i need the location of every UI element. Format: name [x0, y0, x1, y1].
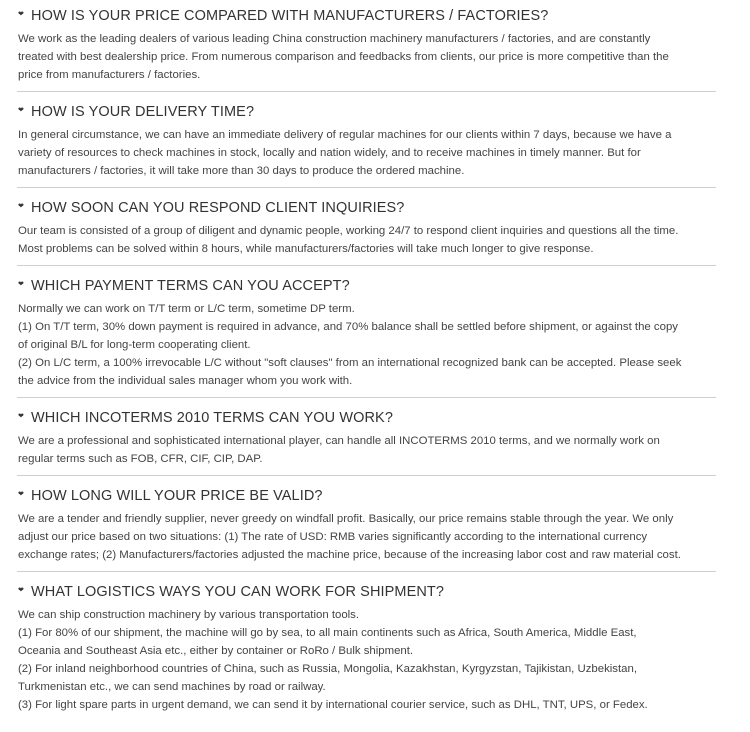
answer-line: We can ship construction machinery by various transportation tools. — [18, 609, 360, 621]
faq-question — [18, 486, 323, 506]
answer-line: of original B/L for long-term cooperating client. — [18, 339, 251, 351]
faq-question — [18, 198, 404, 218]
answer-line: (1) For 80% of our shipment, the machine will go by sea, to all main continents such as Africa, South America, Middle East, — [18, 627, 637, 639]
answer-line: variety of resources to check machines in stock, locally and nation widely, and to receive machines in timely manner. But for — [18, 147, 641, 159]
heart-bullet-icon: ❤ — [18, 413, 24, 420]
answer-line: We are a professional and sophisticated international player, can handle all INCOTERMS 2010 terms, and we normally work on — [18, 435, 660, 447]
answer-line: price from manufacturers / factories. — [18, 69, 201, 81]
faq-question-text: WHICH PAYMENT TERMS CAN YOU ACCEPT? — [31, 278, 350, 294]
faq-answer — [18, 300, 733, 390]
divider — [17, 397, 716, 398]
answer-line: regular terms such as FOB, CFR, CIF, CIP, DAP. — [18, 453, 263, 465]
faq-question-text: HOW IS YOUR PRICE COMPARED WITH MANUFACTURERS / FACTORIES? — [31, 8, 549, 24]
faq-question — [18, 276, 350, 296]
heart-bullet-icon: ❤ — [18, 587, 24, 594]
faq-question — [18, 6, 548, 26]
answer-line: treated with best dealership price. From numerous comparison and feedbacks from clients, our price is more competitive than the — [18, 51, 669, 63]
faq-answer — [18, 30, 733, 84]
faq-answer — [18, 126, 733, 180]
heart-bullet-icon: ❤ — [18, 203, 24, 210]
heart-bullet-icon: ❤ — [18, 107, 24, 114]
divider — [17, 475, 716, 476]
answer-line: Normally we can work on T/T term or L/C term, sometime DP term. — [18, 303, 355, 315]
answer-line: (2) On L/C term, a 100% irrevocable L/C without "soft clauses" from an international recognized bank can be accepted. Please seek — [18, 357, 682, 369]
faq-question — [18, 102, 254, 122]
divider — [17, 265, 716, 266]
answer-line: In general circumstance, we can have an immediate delivery of regular machines for our clients within 7 days, because we have a — [18, 129, 672, 141]
divider — [17, 571, 716, 572]
answer-line: Most problems can be solved within 8 hours, while manufacturers/factories will take much longer to give response. — [18, 243, 594, 255]
answer-line: Our team is consisted of a group of diligent and dynamic people, working 24/7 to respond client inquiries and questions all the time. — [18, 225, 679, 237]
heart-bullet-icon: ❤ — [18, 491, 24, 498]
divider — [17, 91, 716, 92]
faq-question-text: WHICH INCOTERMS 2010 TERMS CAN YOU WORK? — [31, 410, 393, 426]
divider — [17, 187, 716, 188]
faq-question-text: HOW IS YOUR DELIVERY TIME? — [31, 104, 255, 120]
faq-question-text: HOW LONG WILL YOUR PRICE BE VALID? — [31, 488, 323, 504]
answer-line: (2) For inland neighborhood countries of China, such as Russia, Mongolia, Kazakhstan, Kyrgyzstan, Tajikistan, Uzbekistan, — [18, 663, 638, 675]
faq-answer — [18, 432, 733, 468]
answer-line: adjust our price based on two situations: (1) The rate of USD: RMB varies significantly according to the international currency — [18, 531, 648, 543]
heart-bullet-icon: ❤ — [18, 11, 24, 18]
faq-answer — [18, 510, 733, 564]
faq-question — [18, 408, 393, 428]
answer-line: (1) On T/T term, 30% down payment is required in advance, and 70% balance shall be settled before shipment, or against the copy — [18, 321, 678, 333]
answer-line: Oceania and Southeast Asia etc., either by container or RoRo / Bulk shipment. — [18, 645, 414, 657]
answer-line: We work as the leading dealers of various leading China construction machinery manufacturers / factories, and are constantly — [18, 33, 651, 45]
faq-question — [18, 582, 444, 602]
answer-line: exchange rates; (2) Manufacturers/factories adjusted the machine price, because of the increasing labor cost and raw material cost. — [18, 549, 681, 561]
answer-line: manufacturers / factories, it will take more than 30 days to produce the ordered machine. — [18, 165, 465, 177]
answer-line: Turkmenistan etc., we can send machines by road or railway. — [18, 681, 326, 693]
answer-line: (3) For light spare parts in urgent demand, we can send it by international courier service, such as DHL, TNT, UPS, or Fedex. — [18, 699, 648, 711]
faq-question-text: WHAT LOGISTICS WAYS YOU CAN WORK FOR SHIPMENT? — [31, 584, 445, 600]
faq-question-text: HOW SOON CAN YOU RESPOND CLIENT INQUIRIES? — [31, 200, 405, 216]
answer-line: We are a tender and friendly supplier, never greedy on windfall profit. Basically, our price remains stable through the year. We only — [18, 513, 674, 525]
faq-answer — [18, 606, 733, 714]
heart-bullet-icon: ❤ — [18, 281, 24, 288]
answer-line: the advice from the individual sales manager whom you work with. — [18, 375, 353, 387]
faq-answer — [18, 222, 733, 258]
